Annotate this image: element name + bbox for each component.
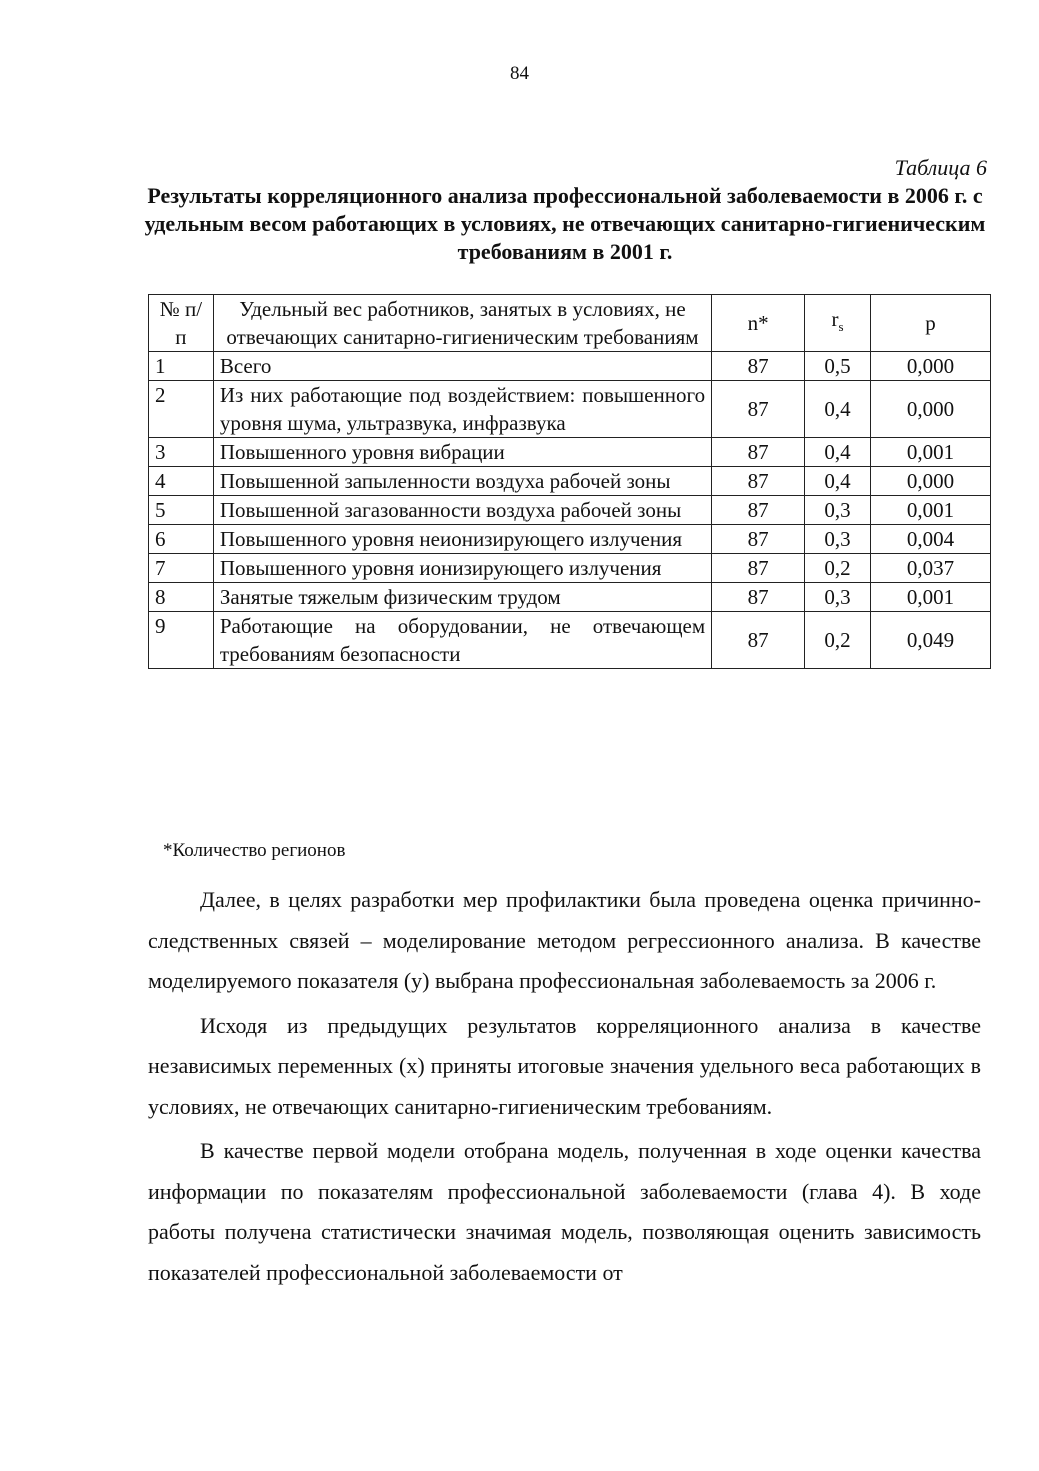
row-p-cell: 0,037: [871, 554, 991, 583]
paragraph: В качестве первой модели отобрана модель, полученная в ходе оценки качества информации по показателям профессиональной заболеваемости (глава 4). В ходе работы получена статистически значимая модель, позволяющая оценить зависимость показателей профессиональной заболеваемости от: [148, 1138, 981, 1285]
table-row: [149, 554, 991, 583]
table-row: [149, 438, 991, 467]
row-description-cell: Повышенного уровня ионизирующего излучения: [213, 554, 711, 583]
table-row: [149, 381, 991, 438]
row-number-cell: 5: [149, 496, 214, 525]
body-text: [148, 880, 981, 1297]
paragraph: Исходя из предыдущих результатов корреляционного анализа в качестве независимых переменных (x) приняты итоговые значения удельного веса работающих в условиях, не отвечающих санитарно-гигиеническим требованиям.: [148, 1012, 981, 1119]
row-rs-cell: 0,3: [805, 583, 871, 612]
page-number: 84: [510, 63, 529, 84]
row-number-cell: 1: [149, 352, 214, 381]
table-header-row: [149, 295, 991, 352]
header-rs-base: r: [831, 306, 839, 331]
table-body: [149, 352, 991, 669]
row-n-cell: 87: [712, 525, 805, 554]
header-num: № п/п: [149, 295, 214, 352]
row-rs-cell: 0,3: [805, 496, 871, 525]
header-p: p: [871, 295, 991, 352]
row-p-cell: 0,000: [871, 352, 991, 381]
row-description-cell: Повышенного уровня вибрации: [213, 438, 711, 467]
row-description-cell: Повышенной запыленности воздуха рабочей зоны: [213, 467, 711, 496]
row-rs-cell: 0,2: [805, 612, 871, 669]
row-number-cell: 6: [149, 525, 214, 554]
header-n: n*: [712, 295, 805, 352]
header-rs-sub: s: [838, 319, 844, 335]
row-p-cell: 0,001: [871, 438, 991, 467]
row-p-cell: 0,004: [871, 525, 991, 554]
row-p-cell: 0,049: [871, 612, 991, 669]
row-description-cell: Из них работающие под воздействием: повышенного уровня шума, ультразвука, инфразвука: [213, 381, 711, 438]
row-number-cell: 7: [149, 554, 214, 583]
table-row: [149, 496, 991, 525]
row-rs-cell: 0,4: [805, 467, 871, 496]
table-title: Результаты корреляционного анализа профессиональной заболеваемости в 2006 г. с удельным весом работающих в условиях, не отвечающих санитарно-гигиеническим требованиям в 2001 г.: [144, 183, 986, 264]
table-row: [149, 612, 991, 669]
row-description-cell: Повышенной загазованности воздуха рабочей зоны: [213, 496, 711, 525]
row-p-cell: 0,001: [871, 496, 991, 525]
row-rs-cell: 0,3: [805, 525, 871, 554]
correlation-table: [148, 294, 991, 669]
row-n-cell: 87: [712, 554, 805, 583]
table-row: [149, 583, 991, 612]
row-p-cell: 0,001: [871, 583, 991, 612]
row-n-cell: 87: [712, 583, 805, 612]
row-description-cell: Занятые тяжелым физическим трудом: [213, 583, 711, 612]
header-desc: Удельный вес работников, занятых в условиях, не отвечающих санитарно-гигиеническим требованиям: [213, 295, 711, 352]
row-n-cell: 87: [712, 352, 805, 381]
table-row: [149, 352, 991, 381]
row-number-cell: 2: [149, 381, 214, 438]
table-footnote: *Количество регионов: [163, 840, 346, 861]
row-description-cell: Работающие на оборудовании, не отвечающем требованиям безопасности: [213, 612, 711, 669]
row-number-cell: 3: [149, 438, 214, 467]
row-n-cell: 87: [712, 612, 805, 669]
row-description-cell: Всего: [213, 352, 711, 381]
table-row: [149, 525, 991, 554]
row-number-cell: 4: [149, 467, 214, 496]
row-rs-cell: 0,5: [805, 352, 871, 381]
paragraph: Далее, в целях разработки мер профилактики была проведена оценка причинно-следственных связей – моделирование методом регрессионного анализа. В качестве моделируемого показателя (y) выбрана профессиональная заболеваемость за 2006 г.: [148, 887, 981, 993]
row-rs-cell: 0,4: [805, 381, 871, 438]
row-p-cell: 0,000: [871, 467, 991, 496]
table-row: [149, 467, 991, 496]
header-rs: [805, 295, 871, 352]
row-number-cell: 8: [149, 583, 214, 612]
row-n-cell: 87: [712, 381, 805, 438]
row-rs-cell: 0,2: [805, 554, 871, 583]
row-number-cell: 9: [149, 612, 214, 669]
table-label: Таблица 6: [894, 155, 987, 180]
row-n-cell: 87: [712, 467, 805, 496]
row-n-cell: 87: [712, 496, 805, 525]
row-description-cell: Повышенного уровня неионизирующего излучения: [213, 525, 711, 554]
row-p-cell: 0,000: [871, 381, 991, 438]
row-rs-cell: 0,4: [805, 438, 871, 467]
row-n-cell: 87: [712, 438, 805, 467]
